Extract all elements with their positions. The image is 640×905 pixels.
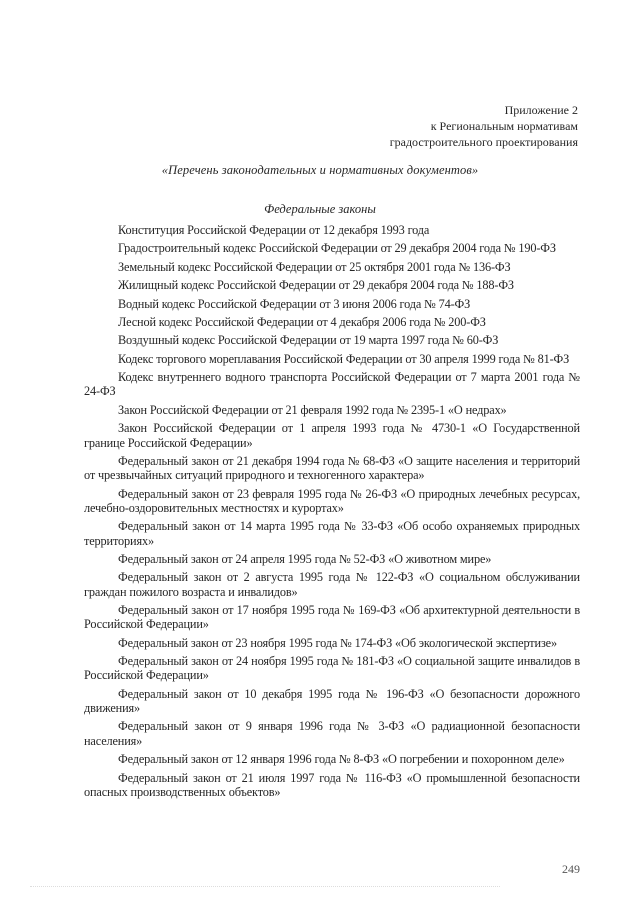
list-item: Федеральный закон от 23 ноября 1995 года № 174-ФЗ «Об экологической экспертизе»: [118, 635, 557, 650]
list-item: Жилищный кодекс Российской Федерации от 29 декабря 2004 года № 188-ФЗ: [118, 278, 514, 293]
list-item: Федеральный закон от 23 февраля 1995 года № 26-ФЗ «О природных лечебных ресурсах, лечебно-оздоровительных местностях и курортах»: [84, 486, 580, 515]
list-item: Федеральный закон от 24 ноября 1995 года № 181-ФЗ «О социальной защите инвалидов в Российской Федерации»: [84, 654, 580, 683]
document-title: «Перечень законодательных и нормативных документов»: [161, 163, 479, 177]
list-item: Конституция Российской Федерации от 12 декабря 1993 года: [118, 223, 430, 237]
list-item: Федеральный закон от 21 декабря 1994 года № 68-ФЗ «О защите населения и территорий от чрезвычайных ситуаций природного и техногенного характера»: [84, 453, 580, 483]
scan-artifact: [30, 880, 500, 887]
section-heading: Федеральные законы: [264, 202, 376, 216]
page-number: 249: [562, 862, 580, 876]
list-item: Федеральный закон от 24 апреля 1995 года № 52-ФЗ «О животном мире»: [118, 551, 492, 566]
list-item: Водный кодекс Российской Федерации от 3 июня 2006 года № 74-ФЗ: [118, 296, 471, 311]
appendix-header: [390, 102, 578, 150]
list-item: Кодекс торгового мореплавания Российской Федерации от 30 апреля 1999 года № 81-ФЗ: [118, 351, 570, 366]
list-item: Федеральный закон от 17 ноября 1995 года № 169-ФЗ «Об архитектурной деятельности в Российской Федерации»: [84, 603, 580, 632]
list-item: Федеральный закон от 14 марта 1995 года № 33-ФЗ «Об особо охраняемых природных территориях»: [84, 519, 580, 548]
list-item: Федеральный закон от 21 июля 1997 года № 116-ФЗ «О промышленной безопасности опасных производственных объектов»: [84, 770, 580, 799]
list-item: Закон Российской Федерации от 21 февраля 1992 года № 2395-1 «О недрах»: [118, 402, 507, 417]
list-item: Федеральный закон от 12 января 1996 года № 8-ФЗ «О погребении и похоронном деле»: [118, 752, 565, 767]
list-item: Воздушный кодекс Российской Федерации от 19 марта 1997 года № 60-ФЗ: [118, 333, 499, 348]
appendix-line-3: градостроительного проектирования: [389, 135, 578, 149]
law-list: [84, 223, 580, 803]
list-item: Земельный кодекс Российской Федерации от 25 октября 2001 года № 136-ФЗ: [118, 259, 511, 274]
list-item: Закон Российской Федерации от 1 апреля 1993 года № 4730-1 «О Государственной границе Российской Федерации»: [84, 421, 580, 450]
list-item: Федеральный закон от 9 января 1996 года № 3-ФЗ «О радиационной безопасности населения»: [84, 719, 580, 748]
list-item: Кодекс внутреннего водного транспорта Российской Федерации от 7 марта 2001 года № 24-ФЗ: [84, 370, 580, 399]
appendix-line-2: к Региональным нормативам: [430, 119, 578, 133]
list-item: Федеральный закон от 10 декабря 1995 года № 196-ФЗ «О безопасности дорожного движения»: [84, 686, 580, 716]
list-item: Градостроительный кодекс Российской Федерации от 29 декабря 2004 года № 190-ФЗ: [118, 241, 556, 256]
list-item: Федеральный закон от 2 августа 1995 года № 122-ФЗ «О социальном обслуживании граждан пожилого возраста и инвалидов»: [84, 570, 580, 599]
list-item: Лесной кодекс Российской Федерации от 4 декабря 2006 года № 200-ФЗ: [118, 314, 486, 329]
appendix-line-1: Приложение 2: [504, 103, 578, 117]
